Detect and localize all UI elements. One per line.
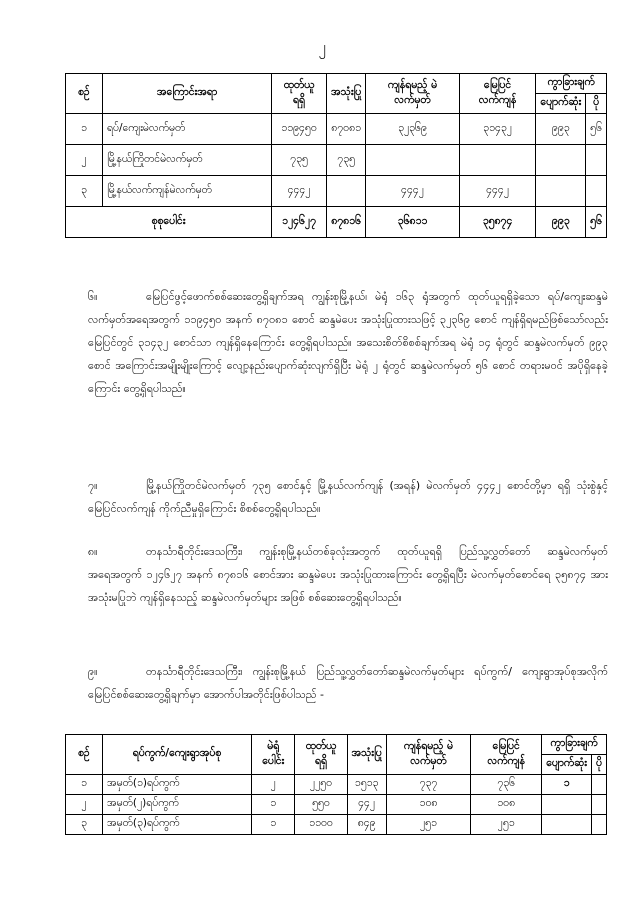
cell-received: ၁၁၀၀: [295, 815, 347, 835]
cell-actual: ၂၅၁: [471, 815, 542, 835]
paragraph-text: တနင်္သာရီတိုင်းဒေသကြီး၊ ကျွန်းစုမြို့နယ် ပြည်သူ့လွှတ်တော်ဆန္ဒမဲလက်မှတ်များ ရပ်ကွက်/ ကျေးရွာအုပ်စုအလိုက် မြေပြင်စစ်ဆေးတွေ့ရှိချက်မှာ အောက်ပါအတိုင်းဖြစ်ပါသည် -: [88, 665, 608, 701]
cell-used: ၄၄၂: [347, 795, 386, 815]
header-missing: ပျောက်ဆုံး: [536, 94, 586, 114]
cell-used: ၈၇၀၈၁: [327, 114, 366, 145]
cell-used: ၈၄၉: [347, 815, 386, 835]
cell-used: ၁၅၁၃: [347, 775, 386, 795]
paragraph-text: တနင်္သာရီတိုင်းဒေသကြီး၊ ကျွန်းစုမြို့နယ်တစ်ခုလုံးအတွက် ထုတ်ယူရရှိ ပြည်သူ့လွှတ်တော် ဆန္ဒမဲလက်မှတ်အရေအတွက် ၁၂၄၆၂၇ အနက် ၈၇၈၁၆ စောင်အား ဆန္ဒမဲပေး အသုံးပြုထားကြောင်း တွေ့ရှိရပြီး မဲလက်မှတ်စောင်ရေ ၃၅၈၇၄ အား အသုံးမပြုဘဲ ကျန်ရှိနေသည့် ဆန္ဒမဲလက်မှတ်များ အဖြစ် စစ်ဆေးတွေ့ရှိရပါသည်။: [88, 545, 608, 604]
cell-actual: ၇၃၆: [471, 775, 542, 795]
cell-ward: အမှတ်(၁)ရပ်ကွက်: [103, 775, 252, 795]
cell-excess: [591, 815, 606, 835]
cell-received: ၇၃၅: [272, 145, 327, 176]
header-no: စဉ်: [66, 74, 103, 114]
cell-excess: [591, 795, 606, 815]
cell-received: ၂၂၅၀: [295, 775, 347, 795]
cell-received: ၄၄၄၂: [272, 176, 327, 207]
paragraph-text: မြို့နယ်ကြိုတင်မဲလက်မှတ် ၇၃၅ စောင်နှင့် မြို့နယ်လက်ကျန် (အရန်) မဲလက်မှတ် ၄၄၄၂ စောင်တို့မှာ ရရှိ သုံးစွဲနှင့် မြေပြင်လက်ကျန် ကိုက်ညီမှုရှိကြောင်း စိစစ်တွေ့ရှိရပါသည်။: [88, 479, 608, 515]
cell-missing: [536, 145, 586, 176]
header-remaining: ကျန်ရမည့် မဲလက်မှတ်: [366, 74, 459, 114]
header-used: အသုံးပြု: [327, 74, 366, 114]
header-no: စဉ်: [66, 735, 103, 775]
paragraph-text: မြေပြင်ဖွင့်ဖောက်စစ်ဆေးတွေ့ရှိချက်အရ ကျွန်းစုမြို့နယ်၊ မဲရုံ ၁၆၃ ရုံအတွက် ထုတ်ယူရရှိခဲ့သော ရပ်/ကျေးဆန္ဒမဲလက်မှတ်အရေအတွက် ၁၁၉၄၅၀ အနက် ၈၇၀၈၁ စောင် ဆန္ဒမဲပေး အသုံးပြုထားသဖြင့် ၃၂၃၆၉ စောင် ကျန်ရှိရမည်ဖြစ်သော်လည်း မြေပြင်တွင် ၃၁၄၃၂ စောင်သာ ကျန်ရှိနေကြောင်း တွေ့ရှိရပါသည်။ အသေးစိတ်စိစစ်ချက်အရ မဲရုံ ၁၄ ရုံတွင် ဆန္ဒမဲလက်မှတ် ၉၉၃ စောင် အကြောင်းအမျိုးမျိုးကြောင့် လျော့နည်းပျောက်ဆုံးလျက်ရှိပြီး မဲရုံ ၂ ရုံတွင် ဆန္ဒမဲလက်မှတ် ၅၆ စောင် တရားမဝင် အပိုရှိနေခဲ့ကြောင်း တွေ့ရှိရပါသည်။: [88, 290, 608, 395]
ballot-summary-table: [65, 73, 607, 238]
cell-no: ၃: [66, 815, 103, 835]
cell-remaining: ၇၃၇: [386, 775, 470, 795]
cell-missing: ၉၉၃: [536, 114, 586, 145]
total-received: ၁၂၄၆၂၇: [272, 207, 327, 238]
header-missing: ပျောက်ဆုံး: [542, 755, 592, 775]
paragraph-7: [88, 474, 608, 520]
table-row: [66, 114, 607, 145]
header-actual: မြေပြင် လက်ကျန်: [459, 74, 536, 114]
cell-excess: ၅၆: [586, 114, 607, 145]
cell-no: ၃: [66, 176, 103, 207]
cell-actual: ၄၄၄၂: [459, 176, 536, 207]
cell-no: ၁: [66, 114, 103, 145]
header-stations: မဲရုံ ပေါင်း: [252, 735, 295, 775]
total-actual: ၃၅၈၇၄: [459, 207, 536, 238]
cell-ward: အမှတ်(၂)ရပ်ကွက်: [103, 795, 252, 815]
header-used: အသုံးပြု: [347, 735, 386, 775]
header-actual: မြေပြင် လက်ကျန်: [471, 735, 542, 775]
cell-actual: [459, 145, 536, 176]
cell-missing: [536, 176, 586, 207]
total-excess: ၅၆: [586, 207, 607, 238]
table-row: [66, 815, 607, 835]
cell-remaining: ၃၂၃၆၉: [366, 114, 459, 145]
cell-no: ၁: [66, 775, 103, 795]
cell-actual: ၃၁၄၃၂: [459, 114, 536, 145]
cell-subject: မြို့နယ်ကြိုတင်မဲလက်မှတ်: [103, 145, 272, 176]
header-received: ထုတ်ယူ ရရှိ: [295, 735, 347, 775]
paragraph-number: ၇။: [88, 479, 98, 492]
cell-subject: ရပ်/ကျေးမဲလက်မှတ်: [103, 114, 272, 145]
total-used: ၈၇၈၁၆: [327, 207, 366, 238]
cell-excess: [586, 176, 607, 207]
paragraph-number: ၈။: [88, 545, 98, 558]
cell-used: [327, 176, 366, 207]
paragraph-number: ၆။: [88, 290, 98, 303]
header-difference: ကွာခြားချက်: [542, 735, 607, 755]
header-difference: ကွာခြားချက်: [536, 74, 607, 94]
page-number: ၂: [318, 38, 326, 56]
table-row: [66, 795, 607, 815]
cell-stations: ၁: [252, 795, 295, 815]
header-remaining: ကျန်ရမည့် မဲလက်မှတ်: [386, 735, 470, 775]
cell-remaining: ၂၅၁: [386, 815, 470, 835]
ward-ballot-table: [65, 734, 607, 835]
header-ward: ရပ်ကွက်/ကျေးရွာအုပ်စု: [103, 735, 252, 775]
cell-excess: [586, 145, 607, 176]
paragraph-6: [88, 285, 608, 400]
cell-missing: ၁: [542, 775, 592, 795]
paragraph-8: [88, 540, 608, 609]
cell-used: ၇၃၅: [327, 145, 366, 176]
cell-no: ၂: [66, 795, 103, 815]
cell-stations: ၁: [252, 815, 295, 835]
table-row: [66, 775, 607, 795]
table-row: [66, 176, 607, 207]
cell-stations: ၂: [252, 775, 295, 795]
header-excess: ပို: [591, 755, 606, 775]
cell-remaining: ၄၄၄၂: [366, 176, 459, 207]
total-missing: ၉၉၃: [536, 207, 586, 238]
total-label: စုစုပေါင်း: [66, 207, 272, 238]
table-row: [66, 145, 607, 176]
cell-received: ၁၁၉၄၅၀: [272, 114, 327, 145]
header-excess: ပို: [586, 94, 607, 114]
cell-remaining: [366, 145, 459, 176]
cell-missing: [542, 815, 592, 835]
cell-excess: [591, 775, 606, 795]
cell-received: ၅၅၀: [295, 795, 347, 815]
paragraph-number: ၉။: [88, 665, 98, 678]
cell-missing: [542, 795, 592, 815]
total-remaining: ၃၆၈၁၁: [366, 207, 459, 238]
header-subject: အကြောင်းအရာ: [103, 74, 272, 114]
cell-no: ၂: [66, 145, 103, 176]
total-row: [66, 207, 607, 238]
header-received: ထုတ်ယူ ရရှိ: [272, 74, 327, 114]
cell-actual: ၁၀၈: [471, 795, 542, 815]
cell-subject: မြို့နယ်လက်ကျန်မဲလက်မှတ်: [103, 176, 272, 207]
paragraph-9: [88, 660, 608, 706]
cell-ward: အမှတ်(၃)ရပ်ကွက်: [103, 815, 252, 835]
cell-remaining: ၁၀၈: [386, 795, 470, 815]
